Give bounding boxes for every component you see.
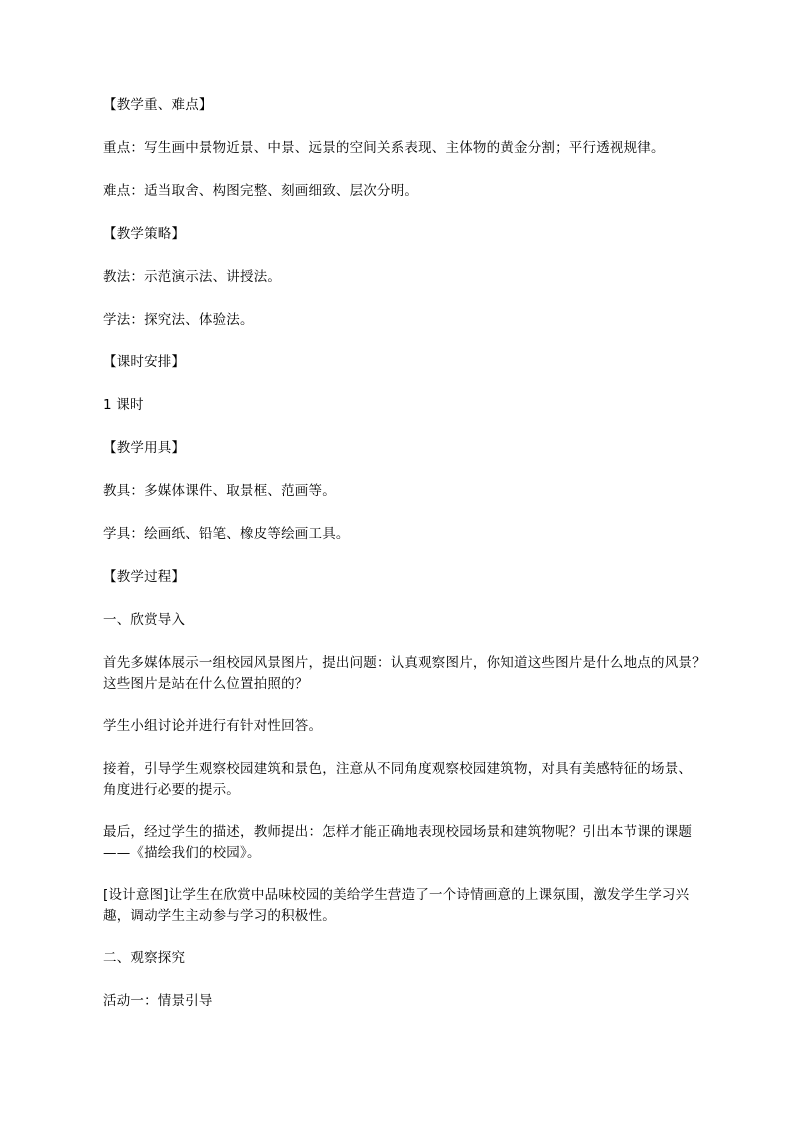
text-line: 1 课时 [103,397,144,413]
section-heading-schedule [103,352,703,373]
text-line: 【教学用具】 [103,440,186,456]
text-line: 教具：多媒体课件、取景框、范画等。 [103,483,336,499]
paragraph-teaching-method [103,267,703,288]
paragraph-intro-first [103,653,706,695]
text-line: 接着，引导学生观察校园建筑和景色，注意从不同角度观察校园建筑物，对具有美感特征的场景、 [103,761,693,777]
text-line: 【教学过程】 [103,569,186,585]
text-line: [设计意图]让学生在欣赏中品味校园的美给学生营造了一个诗情画意的上课氛围，激发学生学习兴 [103,887,690,903]
text-line: 二、观察探究 [103,950,186,966]
text-line: 首先多媒体展示一组校园风景图片，提出问题：认真观察图片，你知道这些图片是什么地点的风景？ [103,655,706,671]
text-line: 学具：绘画纸、铅笔、橡皮等绘画工具。 [103,526,350,542]
paragraph-intro-next [103,759,703,801]
subheading-appreciation [103,610,703,631]
text-line: 教法：示范演示法、讲授法。 [103,269,282,285]
text-line: 这些图片是站在什么位置拍照的？ [103,676,309,692]
text-line: 学法：探究法、体验法。 [103,312,254,328]
section-heading-tools [103,438,703,459]
text-line: ——《描绘我们的校园》。 [103,845,261,861]
text-line: 【教学策略】 [103,226,186,242]
paragraph-activity-one [103,991,703,1012]
paragraph-intro-last [103,822,703,864]
paragraph-design-intent [103,885,703,927]
text-line: 角度进行必要的提示。 [103,782,240,798]
subheading-observation [103,948,703,969]
section-heading-strategy [103,224,703,245]
text-line: 【教学重、难点】 [103,97,213,113]
paragraph-lesson-count [103,395,703,416]
text-line: 最后，经过学生的描述，教师提出：怎样才能正确地表现校园场景和建筑物呢？引出本节课的课题 [103,824,693,840]
text-line: 难点：适当取舍、构图完整、刻画细致、层次分明。 [103,183,419,199]
paragraph-learning-method [103,310,703,331]
text-line: 学生小组讨论并进行有针对性回答。 [103,718,323,734]
text-line: 重点：写生画中景物近景、中景、远景的空间关系表现、主体物的黄金分割；平行透视规律。 [103,140,665,156]
text-line: 活动一：情景引导 [103,993,213,1009]
section-heading-key-points [103,95,703,116]
text-line: 【课时安排】 [103,354,186,370]
text-line: 一、欣赏导入 [103,612,186,628]
paragraph-key-point [103,138,703,159]
text-line: 趣，调动学生主动参与学习的积极性。 [103,908,336,924]
paragraph-student-tools [103,524,703,545]
paragraph-difficult-point [103,181,703,202]
section-heading-process [103,567,703,588]
paragraph-group-discussion [103,716,703,737]
paragraph-teacher-tools [103,481,703,502]
